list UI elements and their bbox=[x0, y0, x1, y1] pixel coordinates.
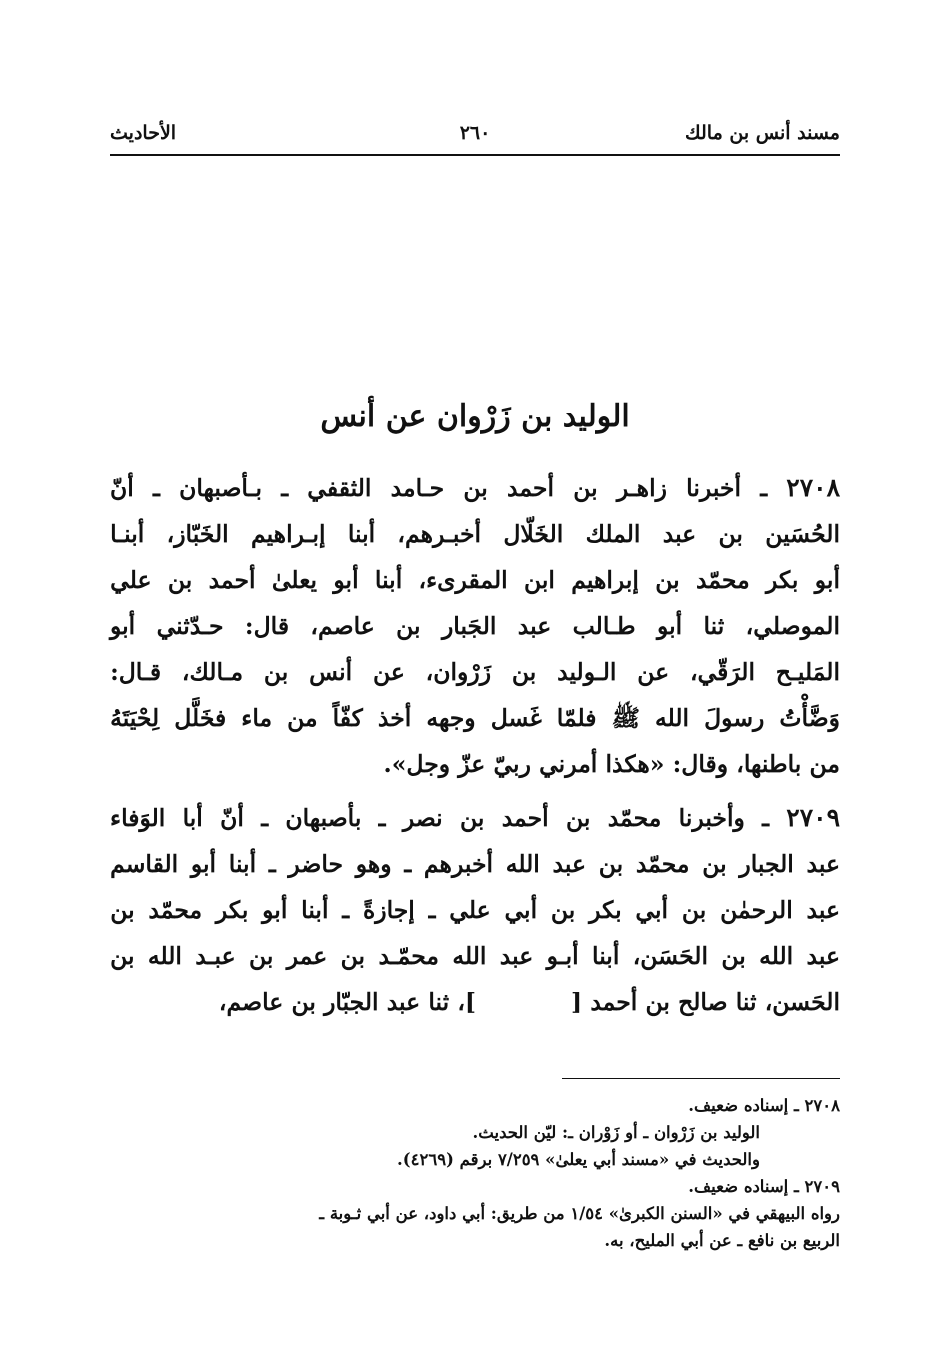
word: عاصم، bbox=[310, 612, 375, 640]
word: محمّد bbox=[607, 804, 662, 832]
word: الله bbox=[655, 704, 690, 732]
word: أبنا bbox=[374, 566, 403, 594]
word: أبنا bbox=[301, 896, 329, 924]
header-book-title: مسند أنس بن مالك bbox=[685, 122, 840, 144]
word: بأصبهان bbox=[285, 804, 362, 832]
word: محمّـد bbox=[378, 942, 440, 970]
word: أبو bbox=[656, 612, 683, 640]
word: زَرْوان، bbox=[425, 658, 492, 686]
word: ـ bbox=[261, 804, 269, 832]
word: الله bbox=[452, 942, 487, 970]
word: ـ bbox=[760, 474, 768, 502]
word: بكر bbox=[589, 896, 622, 924]
section-title: الوليد بن زَرْوان عن أنس bbox=[320, 399, 630, 434]
text-line bbox=[110, 465, 840, 511]
word: بـأصبهان bbox=[179, 474, 262, 502]
footnote-divider bbox=[562, 1078, 840, 1079]
word: بن bbox=[681, 896, 707, 924]
word: عمر bbox=[286, 942, 328, 970]
text-line bbox=[110, 795, 840, 841]
word: الله bbox=[759, 942, 794, 970]
word: الوَفاء bbox=[110, 804, 166, 832]
word: أبو bbox=[110, 612, 136, 640]
word: أبو bbox=[814, 566, 840, 594]
text-line-part: ]، ثنا عبد الجبّار بن عاصم، bbox=[218, 988, 477, 1016]
word: أبو bbox=[333, 566, 359, 594]
word: محمّد bbox=[635, 850, 690, 878]
word: بكر bbox=[215, 896, 249, 924]
word: أبنـا bbox=[110, 520, 145, 548]
word: ـ bbox=[404, 850, 412, 878]
footnote-line: الربيع بن نافع ـ عن أبي المليح، به. bbox=[604, 1231, 840, 1250]
word: علي bbox=[110, 566, 152, 594]
word: ـ bbox=[378, 804, 386, 832]
word: محمّد bbox=[148, 896, 203, 924]
text-line bbox=[110, 695, 840, 741]
text-line bbox=[110, 511, 840, 557]
word: عن bbox=[372, 658, 405, 686]
word: بن bbox=[463, 474, 488, 502]
word: إبـراهيم bbox=[250, 520, 326, 548]
text-line bbox=[110, 887, 840, 933]
word: فلمّا bbox=[556, 704, 597, 732]
word: أخبرنا bbox=[686, 474, 741, 502]
word: بن bbox=[396, 612, 421, 640]
word: قال: bbox=[244, 612, 290, 640]
word: بن bbox=[167, 566, 193, 594]
word: ـ bbox=[762, 804, 769, 832]
word: الرحمٰن bbox=[720, 896, 793, 924]
word: أبـو bbox=[546, 942, 579, 970]
word: محمّد bbox=[696, 566, 750, 594]
word: عبد bbox=[806, 942, 840, 970]
word: حـامد bbox=[390, 474, 445, 502]
page-number: ٢٦٠ bbox=[459, 122, 491, 144]
word: الخَبّاز، bbox=[166, 520, 229, 548]
word: ـ bbox=[428, 896, 436, 924]
word: أحمد bbox=[501, 804, 549, 832]
word: ماء bbox=[241, 704, 273, 732]
word: عبد bbox=[806, 896, 840, 924]
word: وجهه bbox=[426, 704, 476, 732]
word: ٢٧٠٩ bbox=[786, 803, 840, 832]
text-line bbox=[110, 841, 840, 887]
word: بن bbox=[511, 658, 537, 686]
word: عبـد bbox=[195, 942, 236, 970]
word: عبد bbox=[806, 850, 840, 878]
word: الحُسَين bbox=[765, 520, 840, 548]
word: بكر bbox=[765, 566, 799, 594]
word: الخَلّال bbox=[503, 520, 564, 548]
word: رسولَ bbox=[704, 704, 765, 732]
word: الثقفي bbox=[307, 474, 372, 502]
word: أخذ bbox=[377, 704, 412, 732]
word: ﷺ bbox=[611, 704, 640, 732]
running-header bbox=[110, 118, 840, 156]
word: أبنا bbox=[347, 520, 376, 548]
word: بن bbox=[655, 566, 680, 594]
word: طـالب bbox=[572, 612, 636, 640]
footnote-line: الوليد بن زَرْوان ـ أو زَوْران ـ: ليّن الحديث. bbox=[472, 1123, 760, 1142]
word: الملك bbox=[585, 520, 641, 548]
word: أبا bbox=[182, 804, 203, 832]
text-line-with-lacuna bbox=[110, 979, 840, 1025]
word: عبد bbox=[499, 942, 534, 970]
word: بن bbox=[573, 474, 598, 502]
word: ٢٧٠٨ bbox=[786, 473, 840, 502]
text-line: من باطنها، وقال: «هكذا أمرني ربيّ عزّ وجل». bbox=[383, 750, 840, 778]
hadith-2709-paragraph bbox=[110, 795, 840, 1025]
word: مـالك، bbox=[181, 658, 244, 686]
footnote-line: ٢٧٠٨ ـ إسناده ضعيف. bbox=[688, 1096, 840, 1115]
word: بن bbox=[248, 942, 274, 970]
word: عبد bbox=[517, 612, 552, 640]
lacuna-gap bbox=[476, 979, 571, 1025]
word: أبنا bbox=[228, 850, 257, 878]
word: يعلىٰ bbox=[271, 566, 318, 594]
word: قـال: bbox=[110, 658, 162, 686]
hadith-2708-paragraph bbox=[110, 465, 840, 787]
word: من bbox=[287, 704, 318, 732]
word: ـ bbox=[342, 896, 350, 924]
word: أخبـرهم، bbox=[397, 520, 482, 548]
footnote-line: ٢٧٠٩ ـ إسناده ضعيف. bbox=[688, 1177, 840, 1196]
word: أنس bbox=[309, 658, 353, 686]
word: بن bbox=[110, 896, 135, 924]
word: بن bbox=[110, 942, 135, 970]
word: أبو bbox=[190, 850, 217, 878]
word: المقرىء، bbox=[418, 566, 508, 594]
word: ـ bbox=[268, 850, 276, 878]
word: بن bbox=[598, 850, 624, 878]
word: ثنا bbox=[703, 612, 725, 640]
word: عن bbox=[637, 658, 670, 686]
word: الـوليد bbox=[557, 658, 617, 686]
word: وَضَّأْتُ bbox=[779, 704, 840, 732]
word: علي bbox=[449, 896, 491, 924]
word: وهو bbox=[355, 850, 392, 878]
word: إجازةً bbox=[362, 896, 415, 924]
word: بن bbox=[565, 804, 591, 832]
word: بن bbox=[721, 942, 746, 970]
word: أنّ bbox=[110, 474, 134, 502]
word: غَسل bbox=[490, 704, 542, 732]
word: بن bbox=[340, 942, 366, 970]
word: بن bbox=[702, 850, 727, 878]
word: الحَسَن، bbox=[632, 942, 708, 970]
word: فخَلَّل bbox=[174, 704, 227, 732]
header-section-name: الأحاديث bbox=[110, 122, 177, 144]
word: الله bbox=[505, 850, 540, 878]
word: ـ bbox=[153, 474, 160, 502]
word: أخبرهم bbox=[423, 850, 494, 878]
word: حاضر bbox=[288, 850, 344, 878]
word: إبراهيم bbox=[571, 566, 639, 594]
word: نصر bbox=[402, 804, 443, 832]
footnote-line: والحديث في «مسند أبي يعلىٰ» ٧/٢٥٩ برقم (٤٢٦٩). bbox=[397, 1150, 760, 1169]
footnotes bbox=[110, 1092, 840, 1254]
word: ـ bbox=[281, 474, 289, 502]
word: الموصلي، bbox=[745, 612, 840, 640]
word: زاهـر bbox=[616, 474, 667, 502]
word: كفّاً bbox=[332, 704, 363, 732]
word: ابن bbox=[524, 566, 555, 594]
text-line bbox=[110, 557, 840, 603]
text-line-part: الحَسن، ثنا صالح بن أحمد [ bbox=[571, 988, 840, 1016]
word: أبي bbox=[504, 896, 538, 924]
word: أبي bbox=[635, 896, 669, 924]
text-line bbox=[110, 649, 840, 695]
word: الرَقّي، bbox=[689, 658, 755, 686]
word: الجبار bbox=[739, 850, 794, 878]
word: بن bbox=[263, 658, 289, 686]
word: بن bbox=[459, 804, 485, 832]
word: لِحْيَتَهُ bbox=[110, 704, 160, 732]
word: بن bbox=[550, 896, 576, 924]
word: وأخبرنا bbox=[678, 804, 745, 832]
word: بن bbox=[718, 520, 743, 548]
word: حـدّثني bbox=[156, 612, 224, 640]
word: أبنا bbox=[592, 942, 620, 970]
text-line bbox=[110, 933, 840, 979]
word: عبد bbox=[662, 520, 697, 548]
text-line bbox=[110, 603, 840, 649]
word: الجَبار bbox=[441, 612, 497, 640]
word: القاسم bbox=[110, 850, 179, 878]
word: المَليـح bbox=[775, 658, 840, 686]
footnote-line: رواه البيهقي في «السنن الكبرىٰ» ١/٥٤ من طريق: أبي داود، عن أبي ثـوبة ـ bbox=[319, 1204, 840, 1223]
word: عبد bbox=[552, 850, 586, 878]
word: أحمد bbox=[208, 566, 256, 594]
word: أبو bbox=[262, 896, 288, 924]
word: أحمد bbox=[507, 474, 554, 502]
word: أنّ bbox=[220, 804, 244, 832]
word: الله bbox=[147, 942, 182, 970]
